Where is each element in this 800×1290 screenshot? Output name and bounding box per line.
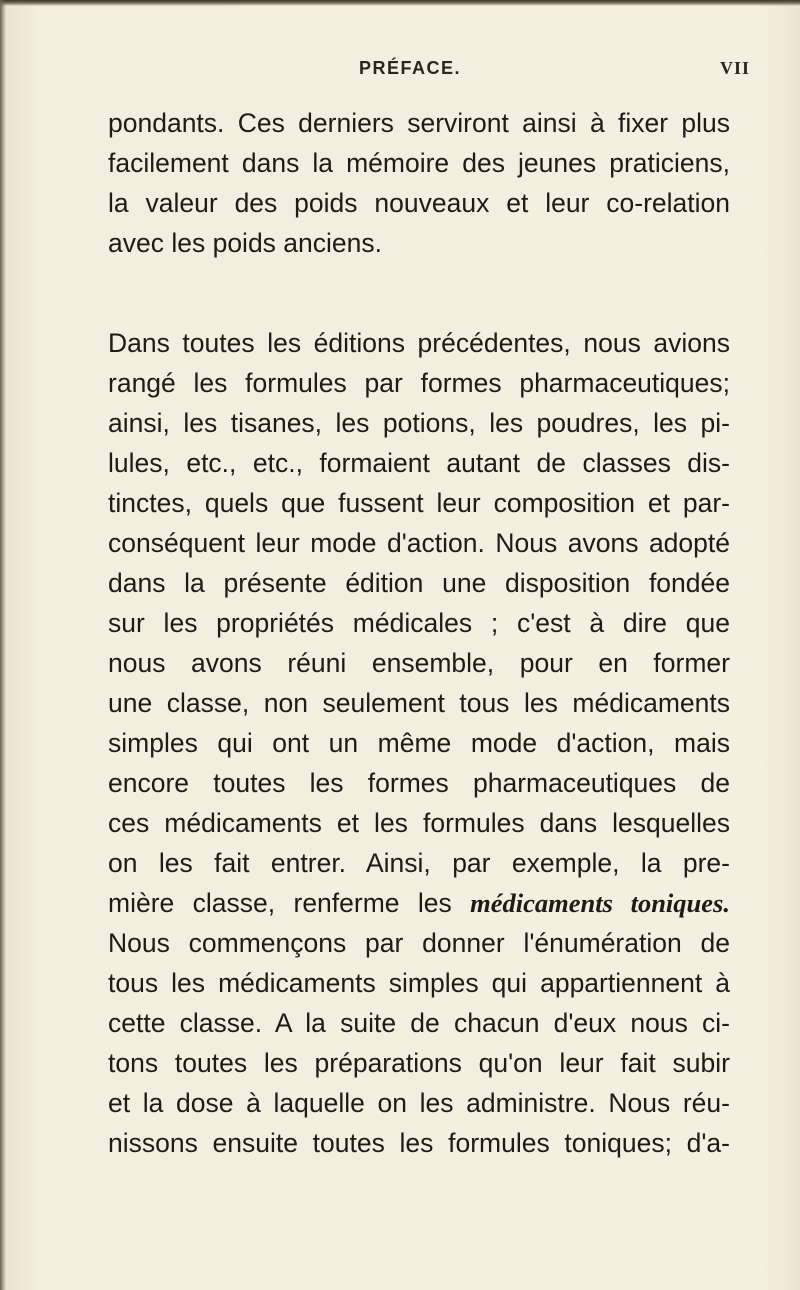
italic-phrase: médicaments toniques.	[470, 888, 730, 918]
text-line: tons toutes les préparations qu'on leur fait subir	[108, 1048, 730, 1078]
text-line: nissons ensuite toutes les formules toniques; d'a-	[108, 1128, 730, 1158]
text-line: une classe, non seulement tous les médicaments	[108, 688, 730, 718]
page-binding-shadow	[0, 0, 6, 1290]
text-line: et la dose à laquelle on les administre. Nous réu-	[108, 1088, 730, 1118]
text-line: tinctes, quels que fussent leur composition et par-	[108, 488, 730, 518]
text-line: lules, etc., etc., formaient autant de classes dis-	[108, 448, 730, 478]
page-top-edge	[0, 0, 800, 6]
text-line: pondants. Ces derniers serviront ainsi à fixer plus	[108, 108, 730, 138]
text-line: conséquent leur mode d'action. Nous avons adopté	[108, 528, 730, 558]
text-line: Dans toutes les éditions précédentes, nous avions	[108, 328, 730, 358]
text-line: ainsi, les tisanes, les potions, les poudres, les pi-	[108, 408, 730, 438]
text-line: ces médicaments et les formules dans lesquelles	[108, 808, 730, 838]
page-number: VII	[719, 58, 750, 78]
text-line: on les fait entrer. Ainsi, par exemple, la pre-	[108, 848, 730, 878]
text-line: encore toutes les formes pharmaceutiques de	[108, 768, 730, 798]
text-line: la valeur des poids nouveaux et leur co-relation	[108, 188, 730, 218]
text-line-with-italic	[108, 885, 730, 925]
running-head-title: PRÉFACE.	[358, 58, 462, 78]
text-line: sur les propriétés médicales ; c'est à dire que	[108, 608, 730, 638]
text-line: avec les poids anciens.	[108, 228, 382, 258]
text-line: Nous commençons par donner l'énumération de	[108, 928, 730, 958]
text-line: rangé les formules par formes pharmaceutiques;	[108, 368, 730, 398]
text-line: nous avons réuni ensemble, pour en former	[108, 648, 730, 678]
text-line: cette classe. A la suite de chacun d'eux nous ci-	[108, 1008, 730, 1038]
text-line: dans la présente édition une disposition fondée	[108, 568, 730, 598]
running-head	[70, 58, 750, 88]
text-line: simples qui ont un même mode d'action, mais	[108, 728, 730, 758]
text-segment: mière classe, renferme les	[108, 888, 471, 918]
text-line: tous les médicaments simples qui appartiennent à	[108, 968, 730, 998]
text-line: facilement dans la mémoire des jeunes praticiens,	[108, 148, 730, 178]
